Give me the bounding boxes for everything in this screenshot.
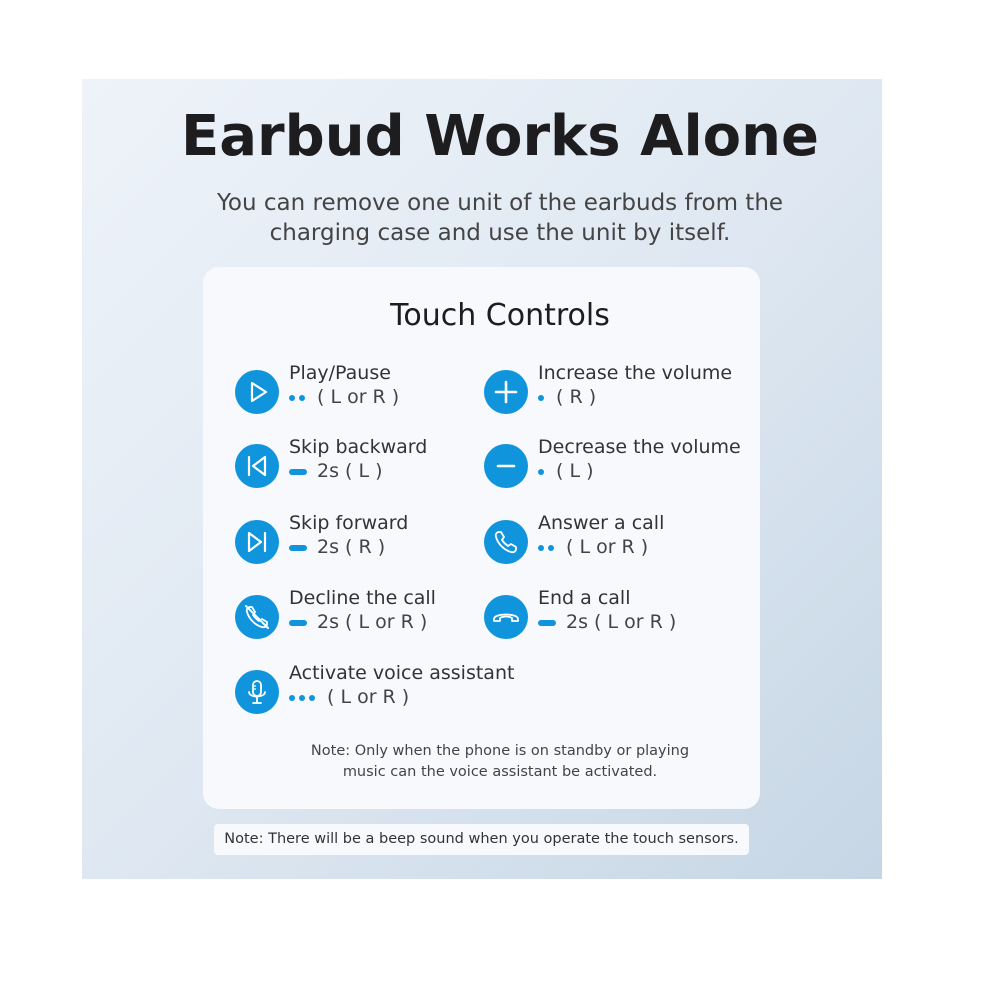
control-label: Decline the call xyxy=(289,587,436,609)
subtitle-line-2: charging case and use the unit by itself. xyxy=(269,220,731,246)
subtitle-line-1: You can remove one unit of the earbuds from the xyxy=(216,190,784,216)
minus-icon xyxy=(484,444,528,488)
control-label: Increase the volume xyxy=(538,362,733,384)
control-gesture xyxy=(289,611,427,633)
beep-note: Note: There will be a beep sound when you operate the touch sensors. xyxy=(214,824,749,855)
control-label: Activate voice assistant xyxy=(289,662,515,684)
gesture-text: ( L or R ) xyxy=(566,536,649,558)
gesture-text: 2s ( L or R ) xyxy=(317,611,428,633)
gesture-text: 2s ( L ) xyxy=(317,460,383,482)
triple-tap-marks xyxy=(289,686,319,708)
note-line-1: Note: Only when the phone is on standby or playing xyxy=(310,743,690,759)
control-gesture xyxy=(289,460,383,482)
control-label: Play/Pause xyxy=(289,362,391,384)
control-gesture xyxy=(538,386,596,408)
control-gesture xyxy=(289,536,385,558)
control-label: Decrease the volume xyxy=(538,436,741,458)
hold-mark xyxy=(289,545,307,551)
gesture-text: 2s ( R ) xyxy=(317,536,386,558)
touch-controls-card xyxy=(203,267,760,809)
hold-mark xyxy=(538,620,556,626)
single-tap-marks xyxy=(538,460,548,482)
control-label: Skip forward xyxy=(289,512,409,534)
decline-call-icon xyxy=(235,595,279,639)
card-title: Touch Controls xyxy=(390,298,610,333)
control-label: Skip backward xyxy=(289,436,428,458)
skip-backward-icon xyxy=(235,444,279,488)
double-tap-marks xyxy=(289,386,309,408)
page-subtitle xyxy=(0,188,1000,248)
gesture-text: 2s ( L or R ) xyxy=(566,611,677,633)
hold-mark xyxy=(289,469,307,475)
gesture-text: ( L or R ) xyxy=(317,386,400,408)
control-gesture xyxy=(538,536,648,558)
gesture-text: ( R ) xyxy=(556,386,597,408)
gesture-text: ( L or R ) xyxy=(327,686,410,708)
gesture-text: ( L ) xyxy=(556,460,594,482)
voice-assistant-note xyxy=(0,741,1000,783)
phone-icon xyxy=(484,520,528,564)
skip-forward-icon xyxy=(235,520,279,564)
control-gesture xyxy=(538,611,676,633)
page-title: Earbud Works Alone xyxy=(181,104,819,169)
double-tap-marks xyxy=(538,536,558,558)
microphone-icon xyxy=(235,670,279,714)
control-label: Answer a call xyxy=(538,512,665,534)
control-gesture xyxy=(289,386,399,408)
plus-icon xyxy=(484,370,528,414)
end-call-icon xyxy=(484,595,528,639)
single-tap-marks xyxy=(538,386,548,408)
hold-mark xyxy=(289,620,307,626)
control-gesture xyxy=(289,686,409,708)
play-icon xyxy=(235,370,279,414)
note-line-2: music can the voice assistant be activated. xyxy=(342,764,658,780)
control-label: End a call xyxy=(538,587,631,609)
control-gesture xyxy=(538,460,594,482)
